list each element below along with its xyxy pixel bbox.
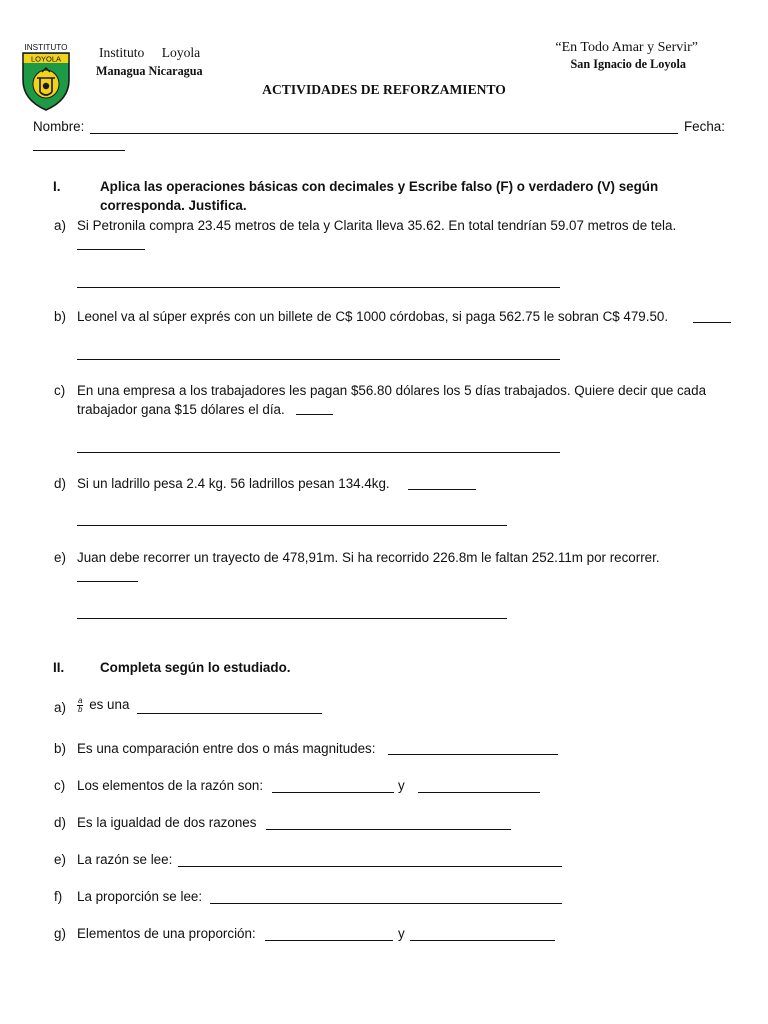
justification-line[interactable] (77, 525, 507, 526)
answer-blank[interactable] (410, 940, 555, 941)
name-label: Nombre: (33, 119, 85, 134)
question-letter: d) (54, 815, 66, 830)
question-letter: a) (54, 700, 66, 715)
answer-blank[interactable] (408, 489, 476, 490)
answer-blank[interactable] (388, 754, 558, 755)
answer-blank[interactable] (265, 940, 393, 941)
question-text: Leonel va al súper exprés con un billete de C$ 1000 córdobas, si paga 562.75 le sobran C$ 479.50. (77, 309, 669, 324)
question-text: La razón se lee: (77, 852, 173, 867)
question-text: Si un ladrillo pesa 2.4 kg. 56 ladrillos pesan 134.4kg. (77, 476, 390, 491)
question-letter: e) (54, 852, 66, 867)
justification-line[interactable] (77, 452, 560, 453)
shield-icon (20, 42, 72, 112)
answer-blank[interactable] (296, 414, 333, 415)
question-text: Juan debe recorrer un trayecto de 478,91m. Si ha recorrido 226.8m le faltan 252.11m por recorrer. (77, 550, 660, 565)
justification-line[interactable] (77, 359, 560, 360)
question-letter: a) (54, 218, 66, 233)
question-letter: e) (54, 550, 66, 565)
section-1-title: Aplica las operaciones básicas con decimales y Escribe falso (F) o verdadero (V) según corresponda. Justifica. (100, 179, 659, 213)
question-letter: g) (54, 926, 66, 941)
fraction-prompt (77, 697, 129, 714)
section-2-title: Completa según lo estudiado. (100, 660, 291, 675)
svg-text:LOYOLA: LOYOLA (30, 54, 62, 64)
justification-line[interactable] (77, 287, 560, 288)
svg-text:INSTITUTO: INSTITUTO (24, 43, 68, 52)
question-letter: c) (54, 383, 66, 398)
section-1-number: I. (53, 179, 61, 194)
institution-logo (20, 42, 72, 112)
fraction-a-over-b: $\frac{a}{b}$ (78, 696, 83, 714)
question-text: Si Petronila compra 23.45 metros de tela y Clarita lleva 35.62. En total tendrían 59.07 metros de tela. (77, 218, 677, 233)
question-text: En una empresa a los trabajadores les pagan $56.80 dólares los 5 días trabajados. Quiere decir que cada trabajador gana $15 dólares el día. (77, 383, 707, 417)
question-letter: c) (54, 778, 66, 793)
connector-word: y (398, 778, 405, 793)
answer-blank[interactable] (418, 792, 540, 793)
motto-subtitle: San Ignacio de Loyola (570, 57, 686, 71)
question-text: es una (89, 697, 130, 713)
answer-blank[interactable] (693, 322, 731, 323)
date-field[interactable] (33, 150, 125, 151)
document-title: ACTIVIDADES DE REFORZAMIENTO (262, 82, 506, 97)
answer-blank[interactable] (272, 792, 394, 793)
institution-city: Managua Nicaragua (96, 64, 203, 78)
question-text: La proporción se lee: (77, 889, 203, 904)
question-letter: d) (54, 476, 66, 491)
answer-blank[interactable] (178, 866, 562, 867)
question-letter: b) (54, 309, 66, 324)
question-text: Es la igualdad de dos razones (77, 815, 257, 830)
answer-blank[interactable] (137, 713, 322, 714)
question-letter: f) (54, 889, 63, 904)
section-2-number: II. (53, 660, 65, 675)
answer-blank[interactable] (77, 581, 138, 582)
answer-blank[interactable] (266, 829, 511, 830)
institution-name: Instituto Loyola (99, 45, 201, 60)
justification-line[interactable] (77, 618, 507, 619)
connector-word: y (398, 926, 405, 941)
answer-blank[interactable] (210, 903, 562, 904)
question-text: Los elementos de la razón son: (77, 778, 264, 793)
question-text: Elementos de una proporción: (77, 926, 256, 941)
question-text: Es una comparación entre dos o más magnitudes: (77, 741, 376, 756)
answer-blank[interactable] (77, 249, 145, 250)
date-label: Fecha: (684, 119, 725, 134)
question-letter: b) (54, 741, 66, 756)
motto: “En Todo Amar y Servir” (555, 40, 698, 55)
name-field[interactable] (90, 133, 678, 134)
